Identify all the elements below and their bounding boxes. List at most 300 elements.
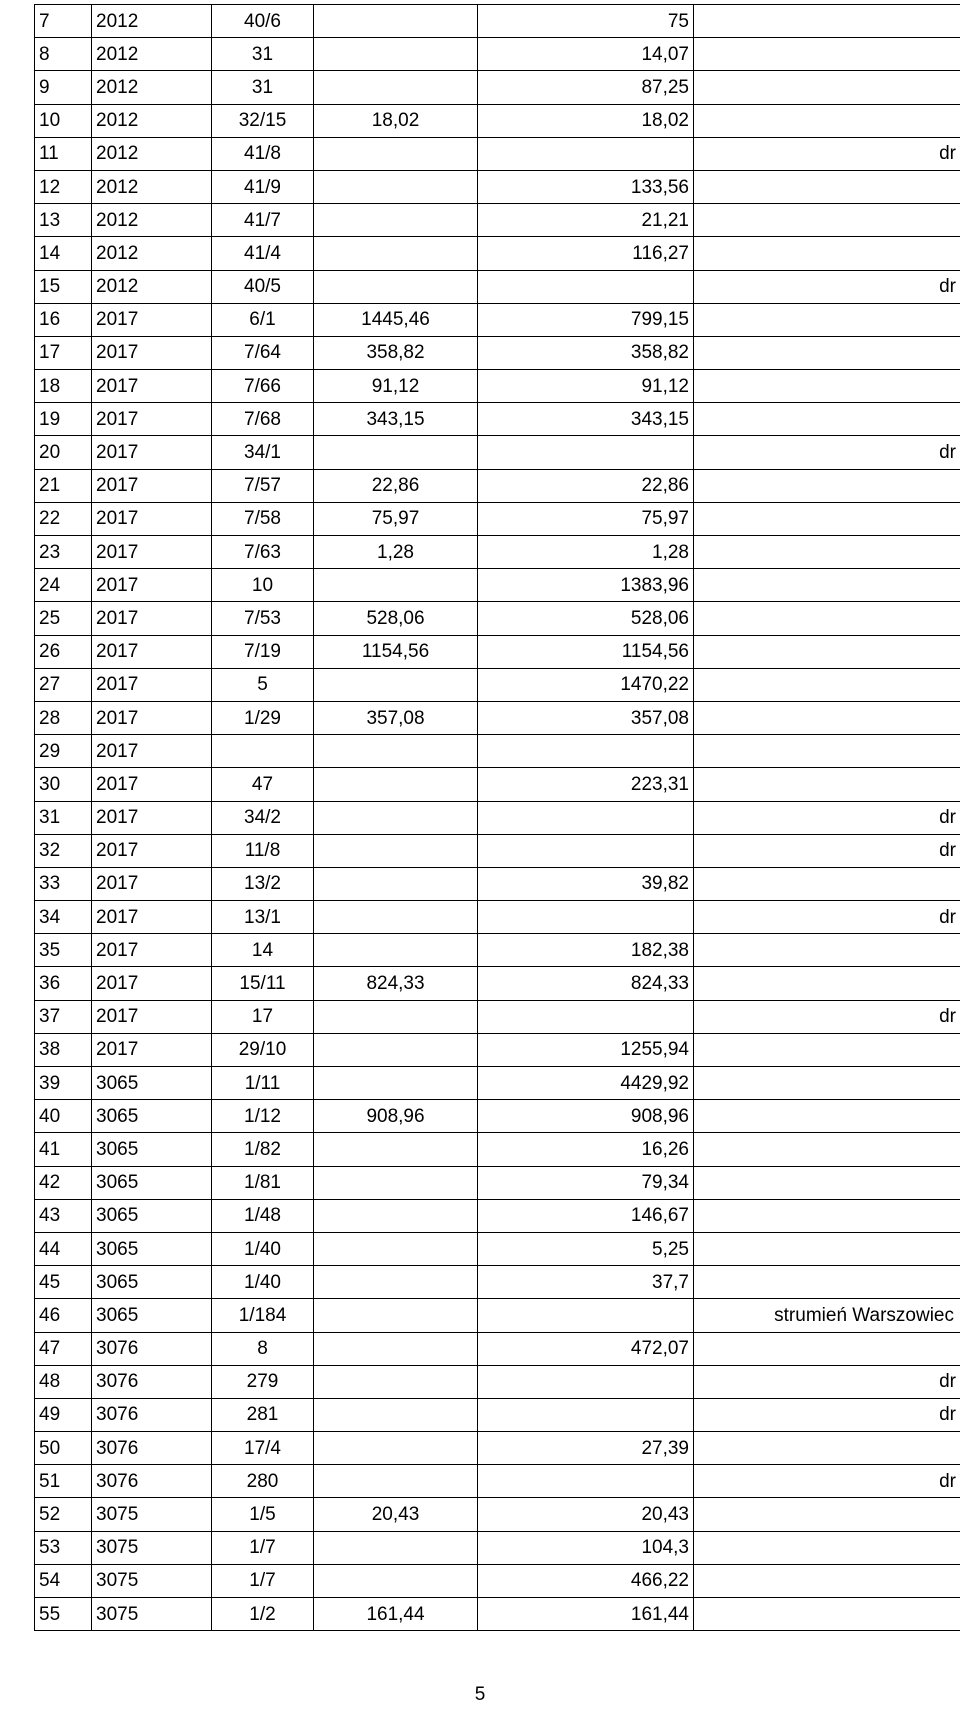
cell-lp: 29 [35,735,92,768]
cell-dzialka: 7/19 [212,635,314,668]
cell-pow2: 39,82 [478,867,694,900]
cell-obreb: 3065 [92,1199,212,1232]
cell-pow1 [314,1332,478,1365]
cell-dzialka: 5 [212,668,314,701]
cell-pow2 [478,137,694,170]
cell-pow2: 79,34 [478,1166,694,1199]
cell-uwagi [694,668,960,701]
cell-obreb: 2012 [92,5,212,38]
cell-dzialka: 7/53 [212,602,314,635]
cell-lp: 46 [35,1299,92,1332]
table-row [35,303,960,336]
cell-uwagi: dr [694,1365,960,1398]
cell-lp: 50 [35,1432,92,1465]
cell-pow2 [478,436,694,469]
cell-pow2: 16,26 [478,1133,694,1166]
cell-pow2: 1383,96 [478,569,694,602]
table-row [35,1100,960,1133]
cell-lp: 19 [35,403,92,436]
cell-uwagi: dr [694,436,960,469]
table-row [35,1067,960,1100]
cell-lp: 44 [35,1232,92,1265]
cell-obreb: 3076 [92,1465,212,1498]
cell-lp: 20 [35,436,92,469]
parcel-table [34,4,960,1631]
cell-dzialka: 34/1 [212,436,314,469]
cell-pow2: 75 [478,5,694,38]
cell-uwagi: strumień Warszowiec [694,1299,960,1332]
cell-lp: 35 [35,934,92,967]
cell-dzialka: 280 [212,1465,314,1498]
cell-pow2: 799,15 [478,303,694,336]
table-row [35,934,960,967]
cell-dzialka: 41/8 [212,137,314,170]
cell-dzialka: 1/40 [212,1232,314,1265]
cell-uwagi [694,170,960,203]
table-row [35,137,960,170]
cell-pow1 [314,569,478,602]
cell-pow2: 357,08 [478,701,694,734]
cell-uwagi [694,1332,960,1365]
cell-obreb: 3076 [92,1365,212,1398]
cell-obreb: 3075 [92,1498,212,1531]
cell-pow1 [314,1033,478,1066]
cell-obreb: 2017 [92,336,212,369]
cell-lp: 49 [35,1398,92,1431]
cell-pow2 [478,901,694,934]
cell-obreb: 2017 [92,867,212,900]
cell-lp: 38 [35,1033,92,1066]
table-row [35,834,960,867]
cell-lp: 27 [35,668,92,701]
cell-dzialka: 1/29 [212,701,314,734]
cell-obreb: 3065 [92,1100,212,1133]
cell-lp: 34 [35,901,92,934]
cell-pow1 [314,270,478,303]
cell-pow2: 4429,92 [478,1067,694,1100]
cell-lp: 14 [35,237,92,270]
cell-pow1: 358,82 [314,336,478,369]
cell-obreb: 2017 [92,569,212,602]
cell-pow1: 18,02 [314,104,478,137]
cell-pow2: 908,96 [478,1100,694,1133]
cell-obreb: 2017 [92,303,212,336]
table-row [35,1033,960,1066]
cell-pow2: 91,12 [478,370,694,403]
table-row [35,967,960,1000]
cell-pow1: 1445,46 [314,303,478,336]
cell-pow1 [314,5,478,38]
cell-obreb: 2017 [92,502,212,535]
cell-obreb: 2017 [92,834,212,867]
cell-obreb: 2012 [92,71,212,104]
cell-pow1 [314,1564,478,1597]
cell-dzialka: 32/15 [212,104,314,137]
cell-obreb: 2017 [92,436,212,469]
cell-pow1 [314,801,478,834]
cell-lp: 16 [35,303,92,336]
cell-pow1 [314,436,478,469]
cell-pow1 [314,1133,478,1166]
table-row [35,403,960,436]
cell-dzialka: 41/4 [212,237,314,270]
cell-pow2 [478,1398,694,1431]
cell-pow1 [314,934,478,967]
cell-uwagi [694,1266,960,1299]
parcel-table-body [35,5,960,1631]
cell-lp: 54 [35,1564,92,1597]
cell-pow1 [314,735,478,768]
cell-uwagi [694,469,960,502]
cell-dzialka: 1/5 [212,1498,314,1531]
cell-lp: 47 [35,1332,92,1365]
cell-uwagi [694,237,960,270]
cell-uwagi [694,104,960,137]
cell-uwagi [694,1232,960,1265]
cell-dzialka: 8 [212,1332,314,1365]
cell-pow2: 146,67 [478,1199,694,1232]
cell-uwagi [694,934,960,967]
cell-dzialka: 1/7 [212,1564,314,1597]
cell-dzialka: 34/2 [212,801,314,834]
cell-lp: 41 [35,1133,92,1166]
cell-pow2: 14,07 [478,38,694,71]
table-row [35,635,960,668]
cell-lp: 40 [35,1100,92,1133]
cell-uwagi [694,867,960,900]
cell-lp: 22 [35,502,92,535]
cell-pow2: 1154,56 [478,635,694,668]
cell-obreb: 3075 [92,1531,212,1564]
cell-dzialka: 1/48 [212,1199,314,1232]
cell-pow2 [478,735,694,768]
table-row [35,1598,960,1631]
cell-obreb: 2012 [92,104,212,137]
table-row [35,71,960,104]
cell-pow1 [314,834,478,867]
cell-uwagi [694,1067,960,1100]
cell-pow2: 20,43 [478,1498,694,1531]
cell-dzialka: 40/6 [212,5,314,38]
cell-uwagi [694,502,960,535]
table-row [35,901,960,934]
cell-pow2: 1255,94 [478,1033,694,1066]
table-row [35,668,960,701]
cell-pow1: 20,43 [314,1498,478,1531]
cell-lp: 43 [35,1199,92,1232]
cell-obreb: 2017 [92,536,212,569]
cell-lp: 48 [35,1365,92,1398]
cell-uwagi [694,1199,960,1232]
cell-dzialka: 14 [212,934,314,967]
table-row [35,1432,960,1465]
cell-pow2: 87,25 [478,71,694,104]
cell-pow2 [478,1000,694,1033]
cell-dzialka: 6/1 [212,303,314,336]
cell-uwagi: dr [694,801,960,834]
cell-pow1 [314,668,478,701]
cell-pow2: 133,56 [478,170,694,203]
table-row [35,38,960,71]
cell-pow1 [314,1266,478,1299]
table-row [35,336,960,369]
cell-pow2: 472,07 [478,1332,694,1365]
cell-pow1 [314,1232,478,1265]
cell-lp: 28 [35,701,92,734]
cell-dzialka: 13/1 [212,901,314,934]
cell-uwagi: dr [694,1398,960,1431]
cell-dzialka: 17/4 [212,1432,314,1465]
cell-uwagi [694,1432,960,1465]
cell-lp: 12 [35,170,92,203]
cell-pow1 [314,1299,478,1332]
cell-dzialka: 31 [212,38,314,71]
cell-pow1 [314,1000,478,1033]
table-row [35,701,960,734]
cell-uwagi [694,1531,960,1564]
cell-pow1 [314,867,478,900]
cell-pow2: 528,06 [478,602,694,635]
table-row [35,170,960,203]
cell-uwagi [694,71,960,104]
cell-dzialka: 1/40 [212,1266,314,1299]
cell-obreb: 3065 [92,1067,212,1100]
cell-dzialka: 1/7 [212,1531,314,1564]
cell-obreb: 2012 [92,137,212,170]
cell-obreb: 3065 [92,1166,212,1199]
table-row [35,801,960,834]
cell-lp: 23 [35,536,92,569]
table-row [35,237,960,270]
cell-lp: 42 [35,1166,92,1199]
cell-pow1: 91,12 [314,370,478,403]
cell-pow1 [314,1398,478,1431]
cell-pow1 [314,768,478,801]
cell-obreb: 3076 [92,1332,212,1365]
table-row [35,1498,960,1531]
cell-pow1: 357,08 [314,701,478,734]
cell-uwagi: dr [694,1000,960,1033]
cell-uwagi [694,1598,960,1631]
cell-obreb: 2017 [92,469,212,502]
cell-dzialka: 7/64 [212,336,314,369]
cell-obreb: 3065 [92,1133,212,1166]
cell-pow2 [478,1365,694,1398]
cell-pow2: 223,31 [478,768,694,801]
cell-obreb: 3076 [92,1398,212,1431]
cell-lp: 9 [35,71,92,104]
table-row [35,536,960,569]
cell-dzialka: 41/9 [212,170,314,203]
cell-lp: 11 [35,137,92,170]
cell-obreb: 2012 [92,38,212,71]
cell-obreb: 2017 [92,801,212,834]
cell-pow1 [314,204,478,237]
cell-pow1 [314,38,478,71]
cell-uwagi [694,303,960,336]
cell-pow2 [478,1299,694,1332]
cell-lp: 39 [35,1067,92,1100]
cell-lp: 32 [35,834,92,867]
table-row [35,1531,960,1564]
cell-pow1 [314,237,478,270]
cell-uwagi [694,602,960,635]
cell-obreb: 2017 [92,1000,212,1033]
cell-pow2: 104,3 [478,1531,694,1564]
cell-pow2: 1470,22 [478,668,694,701]
cell-uwagi [694,403,960,436]
cell-pow1: 161,44 [314,1598,478,1631]
cell-obreb: 3065 [92,1299,212,1332]
cell-dzialka: 15/11 [212,967,314,1000]
cell-dzialka: 1/81 [212,1166,314,1199]
cell-pow1: 908,96 [314,1100,478,1133]
cell-dzialka: 7/63 [212,536,314,569]
cell-pow2: 343,15 [478,403,694,436]
table-row [35,1332,960,1365]
table-row [35,867,960,900]
cell-obreb: 2017 [92,934,212,967]
table-row [35,1000,960,1033]
table-row [35,1564,960,1597]
table-row [35,5,960,38]
cell-pow2: 21,21 [478,204,694,237]
cell-obreb: 2012 [92,204,212,237]
cell-pow1 [314,901,478,934]
cell-dzialka: 7/58 [212,502,314,535]
cell-uwagi [694,701,960,734]
cell-dzialka: 281 [212,1398,314,1431]
cell-obreb: 2017 [92,635,212,668]
cell-pow2: 1,28 [478,536,694,569]
cell-pow2: 182,38 [478,934,694,967]
cell-obreb: 3075 [92,1598,212,1631]
cell-pow2: 466,22 [478,1564,694,1597]
cell-dzialka: 7/68 [212,403,314,436]
cell-lp: 26 [35,635,92,668]
table-row [35,602,960,635]
table-row [35,1166,960,1199]
cell-obreb: 2012 [92,170,212,203]
cell-pow1: 528,06 [314,602,478,635]
cell-lp: 55 [35,1598,92,1631]
page-number: 5 [474,1684,486,1705]
table-row [35,502,960,535]
cell-lp: 15 [35,270,92,303]
cell-dzialka: 41/7 [212,204,314,237]
cell-uwagi [694,635,960,668]
cell-lp: 21 [35,469,92,502]
cell-pow2: 22,86 [478,469,694,502]
cell-pow1 [314,170,478,203]
cell-obreb: 3075 [92,1564,212,1597]
cell-pow1: 1154,56 [314,635,478,668]
cell-obreb: 2017 [92,370,212,403]
cell-lp: 17 [35,336,92,369]
cell-dzialka: 29/10 [212,1033,314,1066]
cell-uwagi: dr [694,834,960,867]
cell-uwagi [694,1166,960,1199]
table-row [35,370,960,403]
cell-obreb: 2017 [92,602,212,635]
cell-uwagi [694,735,960,768]
table-row [35,1133,960,1166]
cell-lp: 24 [35,569,92,602]
cell-uwagi [694,336,960,369]
table-row [35,436,960,469]
cell-lp: 36 [35,967,92,1000]
cell-uwagi [694,204,960,237]
table-row [35,735,960,768]
table-row [35,569,960,602]
cell-obreb: 3065 [92,1266,212,1299]
cell-dzialka: 1/2 [212,1598,314,1631]
cell-uwagi: dr [694,137,960,170]
cell-pow1 [314,1465,478,1498]
cell-pow2: 18,02 [478,104,694,137]
cell-lp: 25 [35,602,92,635]
table-row [35,1199,960,1232]
cell-pow1 [314,1531,478,1564]
cell-pow2 [478,270,694,303]
cell-uwagi [694,1564,960,1597]
cell-pow2 [478,834,694,867]
cell-pow1 [314,137,478,170]
cell-dzialka: 31 [212,71,314,104]
cell-pow1 [314,1432,478,1465]
cell-obreb: 2012 [92,270,212,303]
cell-uwagi [694,1100,960,1133]
cell-uwagi [694,1498,960,1531]
cell-lp: 8 [35,38,92,71]
cell-dzialka: 1/11 [212,1067,314,1100]
cell-pow1: 824,33 [314,967,478,1000]
cell-pow1 [314,1199,478,1232]
cell-uwagi [694,5,960,38]
cell-uwagi [694,38,960,71]
cell-lp: 37 [35,1000,92,1033]
cell-pow2: 161,44 [478,1598,694,1631]
cell-dzialka: 17 [212,1000,314,1033]
cell-pow1: 22,86 [314,469,478,502]
cell-pow1 [314,1166,478,1199]
table-row [35,1465,960,1498]
cell-uwagi [694,370,960,403]
cell-dzialka: 11/8 [212,834,314,867]
cell-uwagi [694,967,960,1000]
cell-lp: 33 [35,867,92,900]
table-row [35,1299,960,1332]
cell-pow1: 75,97 [314,502,478,535]
cell-pow2: 27,39 [478,1432,694,1465]
cell-lp: 10 [35,104,92,137]
cell-pow2: 5,25 [478,1232,694,1265]
cell-obreb: 2017 [92,901,212,934]
cell-lp: 52 [35,1498,92,1531]
table-row [35,270,960,303]
cell-lp: 45 [35,1266,92,1299]
cell-uwagi [694,569,960,602]
cell-dzialka: 10 [212,569,314,602]
cell-lp: 13 [35,204,92,237]
cell-obreb: 2017 [92,403,212,436]
cell-lp: 30 [35,768,92,801]
cell-uwagi [694,536,960,569]
cell-lp: 7 [35,5,92,38]
cell-dzialka: 40/5 [212,270,314,303]
cell-dzialka: 7/66 [212,370,314,403]
table-row [35,204,960,237]
